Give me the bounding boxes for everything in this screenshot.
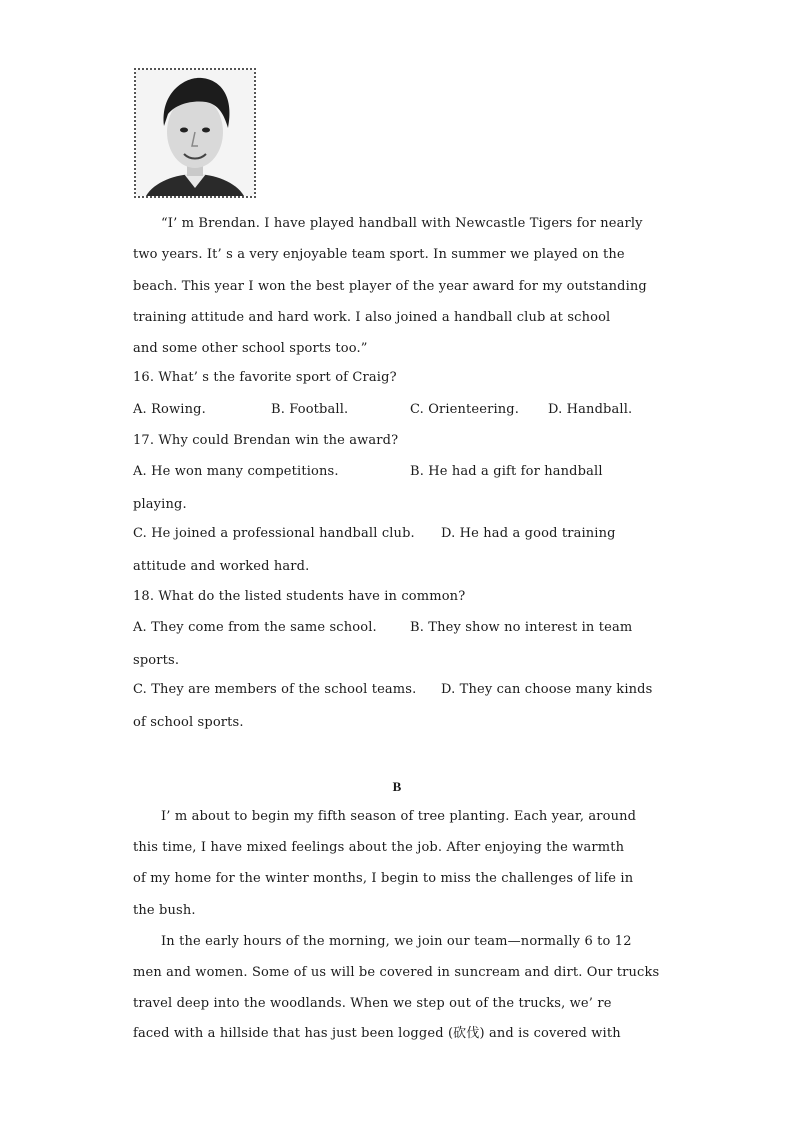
paragraph-line: the bush. <box>133 903 196 918</box>
quote-line: two years. It’ s a very enjoyable team sport. In summer we played on the <box>133 247 625 262</box>
quote-line: training attitude and hard work. I also joined a handball club at school <box>133 310 611 325</box>
section-heading: B <box>392 779 402 794</box>
q17-option-b: B. He had a gift for handball <box>410 464 603 479</box>
paragraph-line: In the early hours of the morning, we join our team—normally 6 to 12 <box>161 934 632 949</box>
paragraph-line: I’ m about to begin my fifth season of tree planting. Each year, around <box>161 809 637 824</box>
paragraph-line: this time, I have mixed feelings about the job. After enjoying the warmth <box>133 840 625 855</box>
q16-option-d: D. Handball. <box>548 402 633 417</box>
q17-option-b-cont: playing. <box>133 497 187 512</box>
q16-option-c: C. Orienteering. <box>410 402 520 417</box>
q18-option-b: B. They show no interest in team <box>410 620 633 635</box>
q17-option-c: C. He joined a professional handball club. <box>133 526 415 541</box>
quote-line: and some other school sports too.” <box>133 341 368 356</box>
q18-option-d-cont: of school sports. <box>133 715 244 730</box>
q18-option-c: C. They are members of the school teams. <box>133 682 417 697</box>
q18-option-a: A. They come from the same school. <box>133 620 377 635</box>
question-17-stem: 17. Why could Brendan win the award? <box>133 433 399 448</box>
q16-option-a: A. Rowing. <box>133 402 206 417</box>
student-photo <box>134 68 256 198</box>
question-16-stem: 16. What’ s the favorite sport of Craig? <box>133 370 397 385</box>
q17-option-d: D. He had a good training <box>441 526 616 541</box>
paragraph-line: travel deep into the woodlands. When we step out of the trucks, we’ re <box>133 996 612 1011</box>
q18-option-b-cont: sports. <box>133 653 180 668</box>
q16-option-b: B. Football. <box>271 402 349 417</box>
quote-line: “I’ m Brendan. I have played handball with Newcastle Tigers for nearly <box>161 216 643 231</box>
q17-option-a: A. He won many competitions. <box>133 464 339 479</box>
q17-option-d-cont: attitude and worked hard. <box>133 559 310 574</box>
question-18-stem: 18. What do the listed students have in common? <box>133 589 466 604</box>
paragraph-line: men and women. Some of us will be covered in suncream and dirt. Our trucks <box>133 965 660 980</box>
quote-line: beach. This year I won the best player of the year award for my outstanding <box>133 279 647 294</box>
q18-option-d: D. They can choose many kinds <box>441 682 653 697</box>
student-photo-icon <box>136 70 254 196</box>
paragraph-line: of my home for the winter months, I begin to miss the challenges of life in <box>133 871 634 886</box>
paragraph-line: faced with a hillside that has just been logged (砍伐) and is covered with <box>133 1026 621 1041</box>
